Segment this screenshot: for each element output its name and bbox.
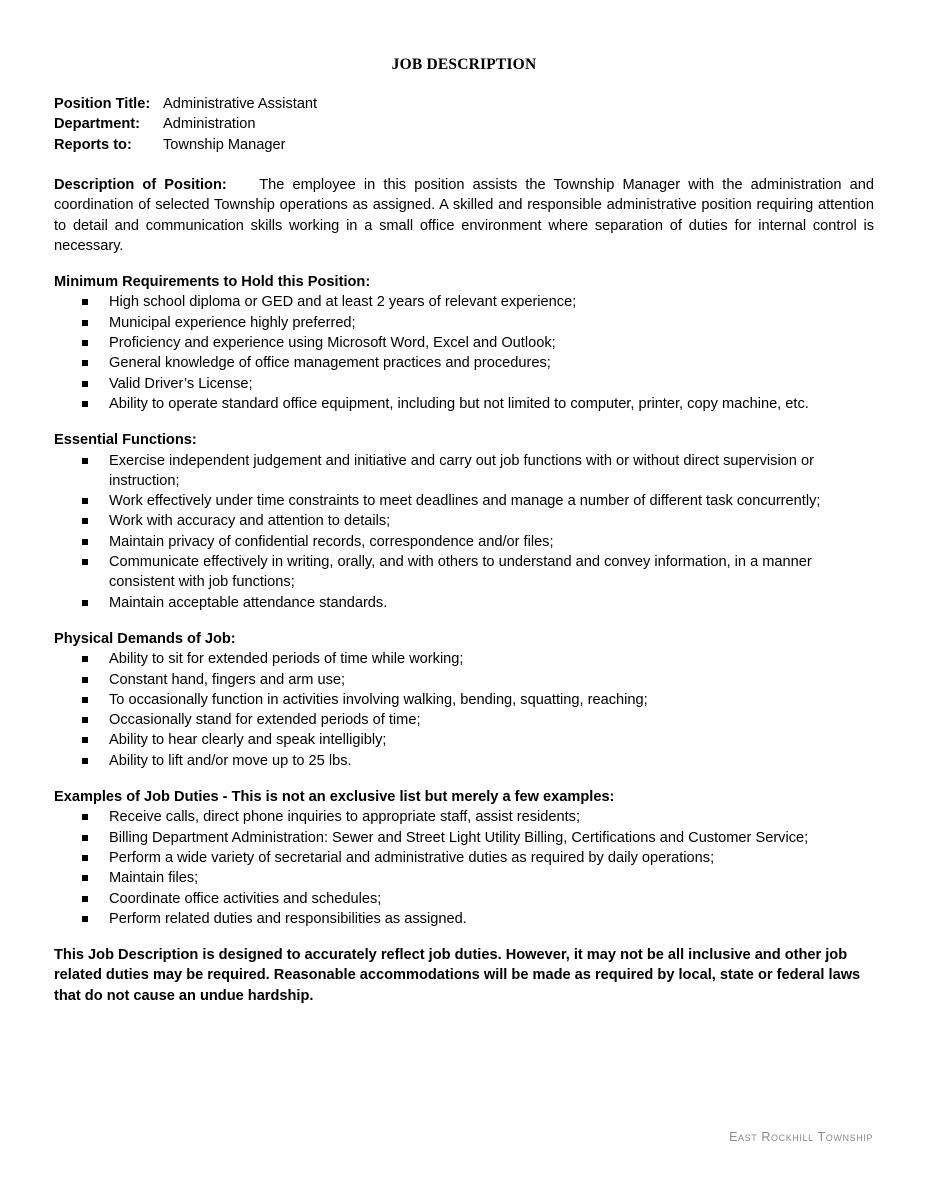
document-page xyxy=(54,0,874,1199)
position-title-label: Position Title: xyxy=(54,96,151,112)
list-item: Maintain acceptable attendance standards. xyxy=(54,593,874,613)
township-footer: East Rockhill Township xyxy=(729,1130,873,1144)
position-title-value: Administrative Assistant xyxy=(163,96,318,112)
list-item: Occasionally stand for extended periods of time; xyxy=(54,710,874,730)
list-item: Perform related duties and responsibilities as assigned. xyxy=(54,909,874,929)
list-item: Proficiency and experience using Microsoft Word, Excel and Outlook; xyxy=(54,333,874,353)
description-text: The employee in this position assists the Township Manager with the administration and coordination of selected Township operations as assigned. A skilled and responsible administrative position requiring attention to detail and communication skills working in a small office environment where separation of duties for internal control is necessary. xyxy=(54,177,875,254)
department-row xyxy=(54,114,317,134)
bullet-icon xyxy=(82,320,88,326)
list-item: Ability to sit for extended periods of time while working; xyxy=(54,649,874,669)
bullet-icon xyxy=(82,916,88,922)
reports-to-row xyxy=(54,135,317,155)
list-item: Communicate effectively in writing, orally, and with others to understand and convey information, in a manner consistent with job functions; xyxy=(54,552,874,593)
bullet-list xyxy=(54,649,874,771)
list-item: Valid Driver’s License; xyxy=(54,374,874,394)
list-item: Receive calls, direct phone inquiries to appropriate staff, assist residents; xyxy=(54,807,874,827)
bullet-icon xyxy=(82,458,88,464)
bullet-icon xyxy=(82,498,88,504)
bullet-icon xyxy=(82,758,88,764)
list-item: Billing Department Administration: Sewer and Street Light Utility Billing, Certifications and Customer Service; xyxy=(54,828,874,848)
bullet-icon xyxy=(82,518,88,524)
bullet-icon xyxy=(82,299,88,305)
document-title: JOB DESCRIPTION xyxy=(391,56,537,73)
bullet-icon xyxy=(82,539,88,545)
list-item: Constant hand, fingers and arm use; xyxy=(54,670,874,690)
list-item: High school diploma or GED and at least 2 years of relevant experience; xyxy=(54,292,874,312)
list-item: Municipal experience highly preferred; xyxy=(54,313,874,333)
reports-to-value: Township Manager xyxy=(163,136,286,153)
list-item: Perform a wide variety of secretarial and administrative duties as required by daily operations; xyxy=(54,848,874,868)
bullet-icon xyxy=(82,360,88,366)
section-heading: Minimum Requirements to Hold this Position: xyxy=(54,274,371,291)
bullet-icon xyxy=(82,896,88,902)
section-minimum-requirements xyxy=(54,272,874,414)
list-item: Coordinate office activities and schedules; xyxy=(54,889,874,909)
bullet-icon xyxy=(82,401,88,407)
position-meta xyxy=(54,94,317,155)
list-item: Maintain privacy of confidential records, correspondence and/or files; xyxy=(54,532,874,552)
bullet-list xyxy=(54,292,874,414)
list-item: Ability to hear clearly and speak intelligibly; xyxy=(54,730,874,750)
list-item: Exercise independent judgement and initiative and carry out job functions with or without direct supervision or instruction; xyxy=(54,451,874,492)
closing-note: This Job Description is designed to accurately reflect job duties. However, it may not be all inclusive and other job related duties may be required. Reasonable accommodations will be made as required by local, state or federal laws that do not cause an undue hardship. xyxy=(54,947,861,1004)
list-item: Ability to lift and/or move up to 25 lbs. xyxy=(54,751,874,771)
bullet-icon xyxy=(82,677,88,683)
document-body xyxy=(54,175,874,1021)
list-item: Ability to operate standard office equipment, including but not limited to computer, printer, copy machine, etc. xyxy=(54,394,874,414)
section-heading: Physical Demands of Job: xyxy=(54,630,236,647)
bullet-icon xyxy=(82,381,88,387)
department-label: Department: xyxy=(54,116,140,133)
position-description xyxy=(54,175,874,256)
bullet-icon xyxy=(82,814,88,820)
list-item: To occasionally function in activities involving walking, bending, squatting, reaching; xyxy=(54,690,874,710)
bullet-icon xyxy=(82,855,88,861)
bullet-icon xyxy=(82,717,88,723)
section-physical-demands xyxy=(54,629,874,771)
section-heading: Examples of Job Duties - This is not an exclusive list but merely a few examples: xyxy=(54,789,615,806)
list-item: Work effectively under time constraints to meet deadlines and manage a number of different task concurrently; xyxy=(54,491,874,511)
position-title-row xyxy=(54,94,317,114)
bullet-icon xyxy=(82,600,88,606)
section-essential-functions xyxy=(54,430,874,613)
department-value: Administration xyxy=(163,116,256,133)
bullet-list xyxy=(54,807,874,929)
list-item: Maintain files; xyxy=(54,868,874,888)
description-label: Description of Position: xyxy=(54,177,227,193)
bullet-icon xyxy=(82,875,88,881)
list-item: Work with accuracy and attention to details; xyxy=(54,511,874,531)
section-heading: Essential Functions: xyxy=(54,432,197,449)
list-item: General knowledge of office management practices and procedures; xyxy=(54,353,874,373)
bullet-icon xyxy=(82,697,88,703)
bullet-icon xyxy=(82,835,88,841)
bullet-icon xyxy=(82,737,88,743)
bullet-icon xyxy=(82,656,88,662)
section-job-duties xyxy=(54,787,874,929)
bullet-icon xyxy=(82,340,88,346)
bullet-icon xyxy=(82,559,88,565)
bullet-list xyxy=(54,451,874,613)
reports-to-label: Reports to: xyxy=(54,136,132,153)
